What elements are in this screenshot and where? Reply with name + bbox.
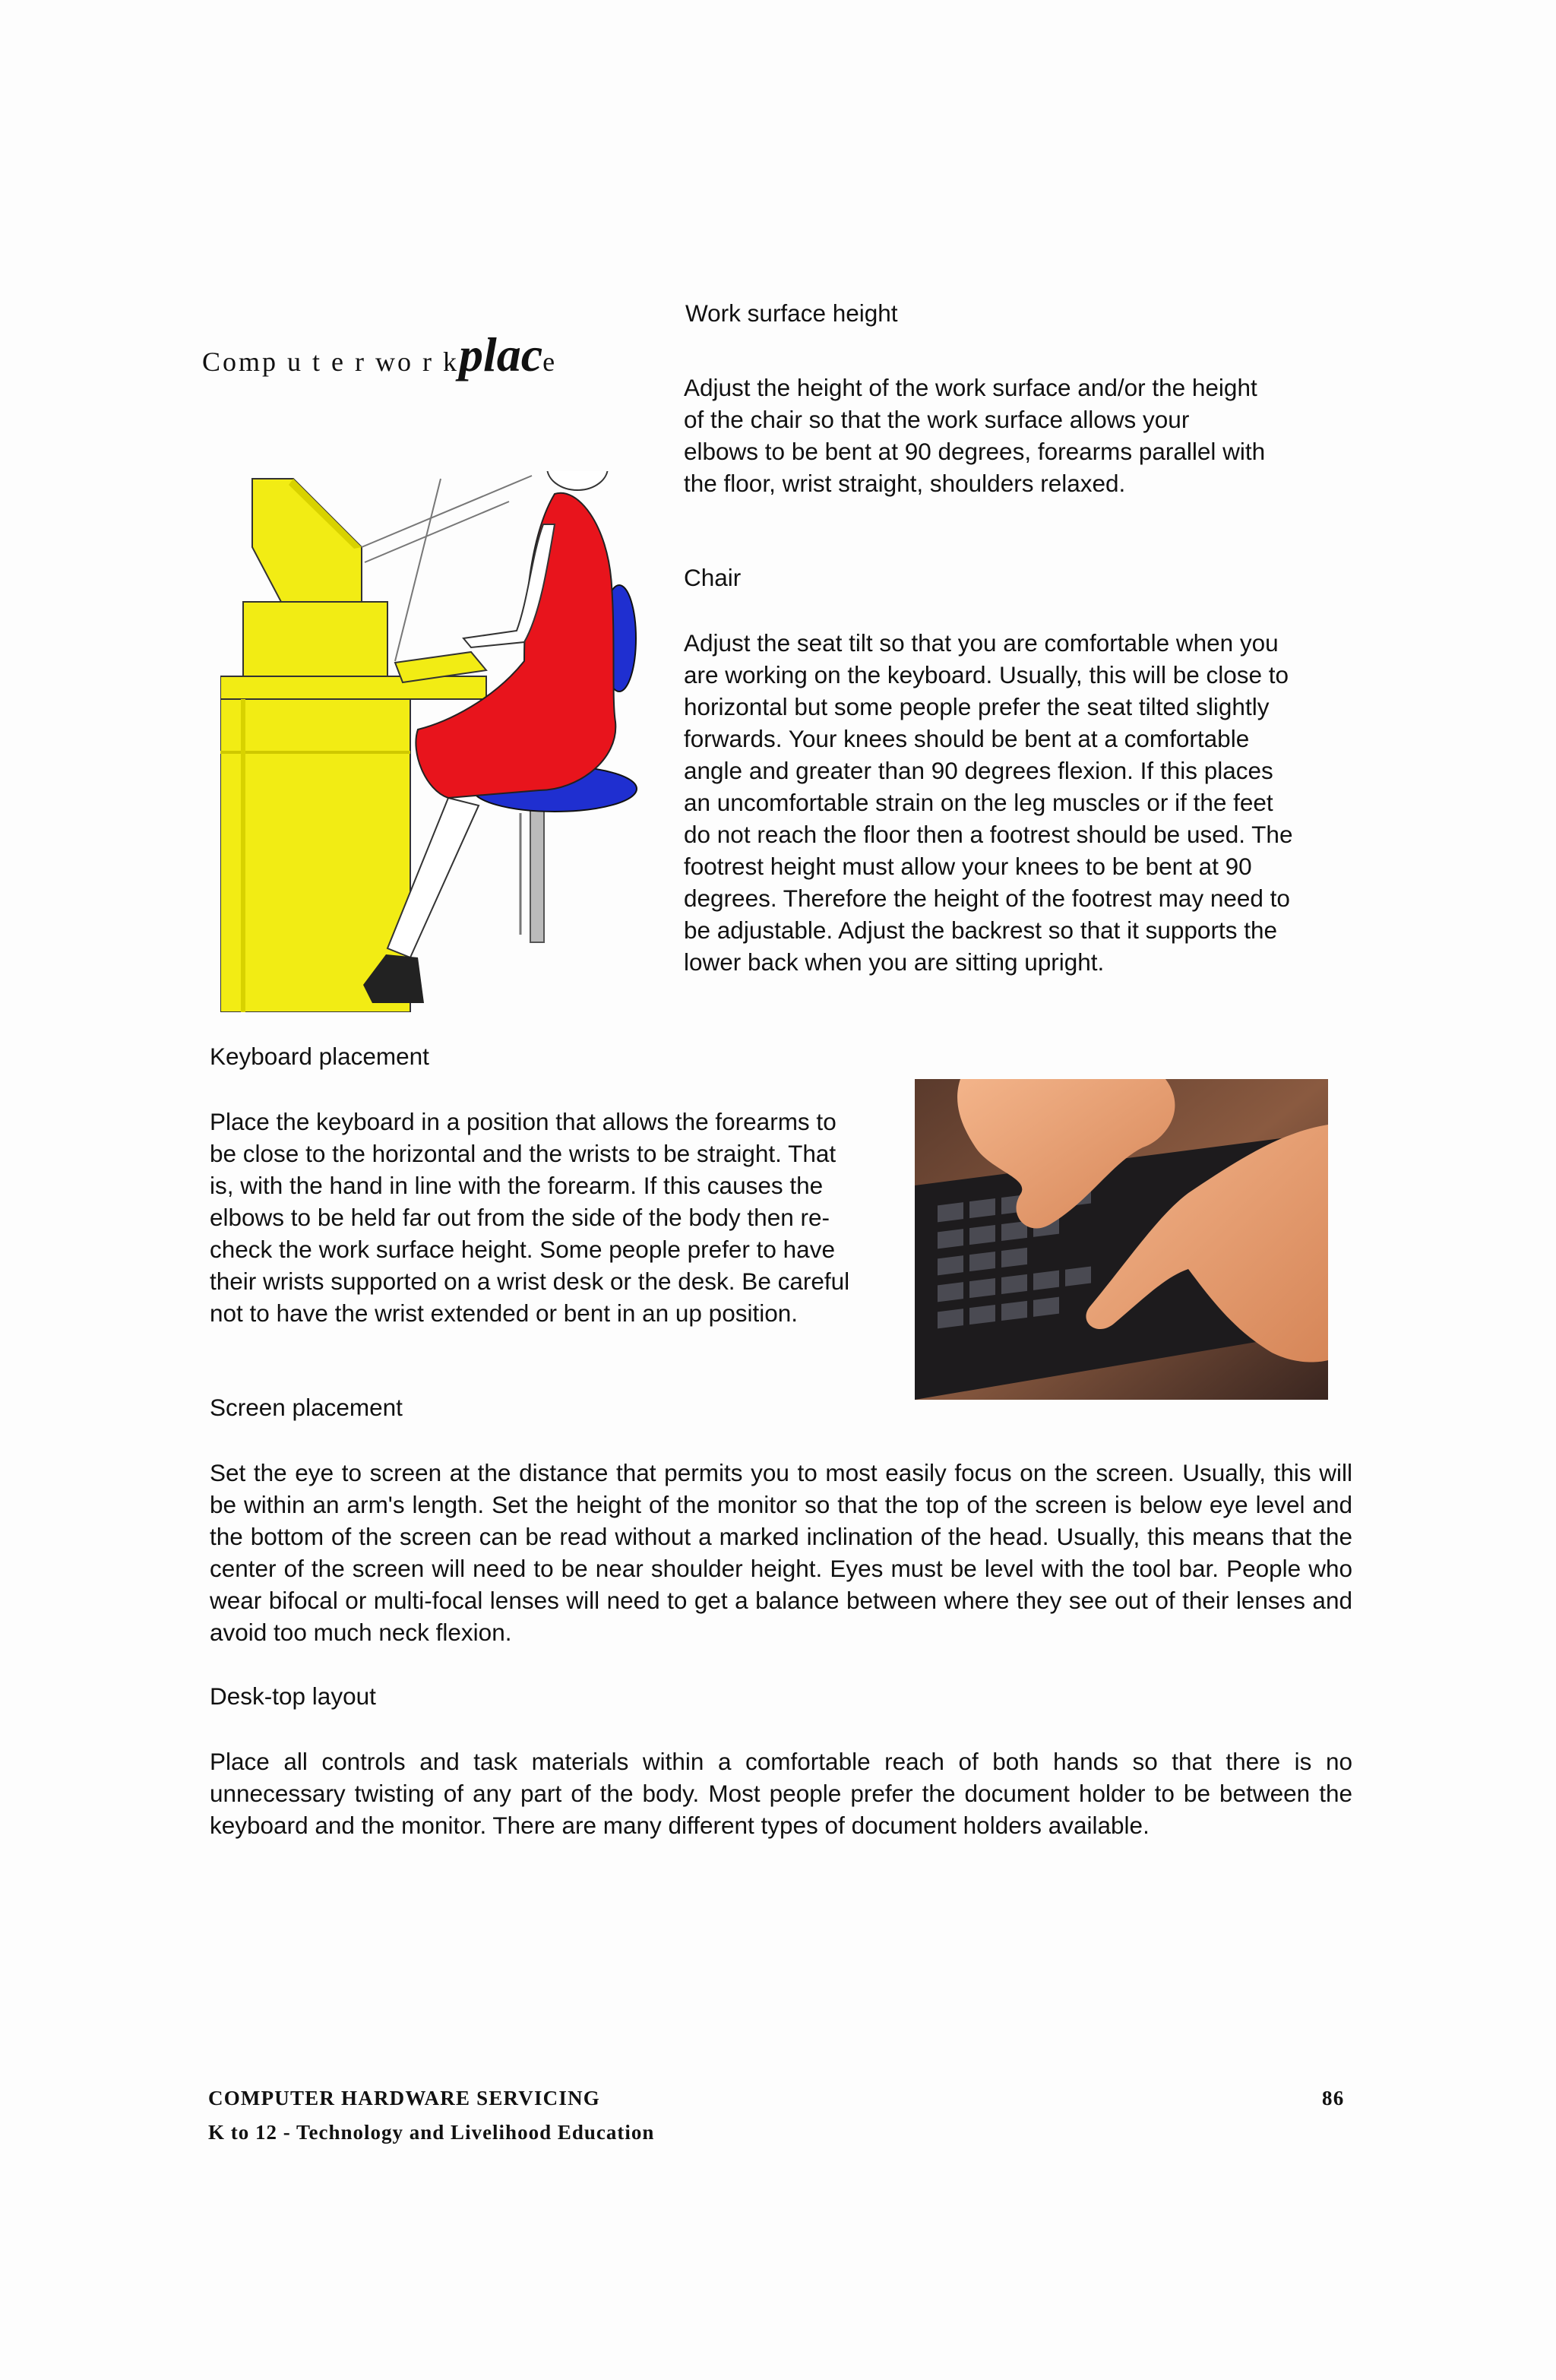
heading-chair: Chair [684, 564, 742, 591]
paragraph-screen-placement: Set the eye to screen at the distance that permits you to most easily focus on the screen. Usually, this will be within an arm's length. Set the height of the monitor so that the top of the screen is below eye level and the bottom of the screen can be read without a marked inclination of the head. Usually, this means that the center of the screen will need to be near shoulder height. Eyes must be level with the tool bar. People who wear bifocal or multi-focal lenses will need to get a balance between where they see out of their lenses and avoid too much neck flexion. [210, 1459, 1352, 1646]
paragraph-keyboard-placement: Place the keyboard in a position that allows the forearms to be close to the horizontal and the wrists to be straight. That is, with the hand in line with the forearm. If this causes the elbows to be held far out from the side of the body then re-check the work surface height. Some people prefer to have their wrists supported on a wrist desk or the desk. Be careful not to have the wrist extended or bent in an up position. [210, 1108, 850, 1327]
typing-hands-photo [915, 1079, 1328, 1400]
footer-program: K to 12 - Technology and Livelihood Education [208, 2121, 655, 2144]
heading-keyboard-placement: Keyboard placement [210, 1043, 429, 1070]
page-number: 86 [1322, 2087, 1345, 2109]
hands-on-keyboard-image [915, 1079, 1328, 1400]
heading-screen-placement: Screen placement [210, 1394, 403, 1421]
page-title: Comp u t e r wo r kplace [202, 328, 558, 381]
paragraph-work-surface-height: Adjust the height of the work surface and/or the height of the chair so that the work surface allows your elbows to be bent at 90 degrees, forearms parallel with the floor, wrist straight, shoulders relaxed. [684, 374, 1266, 497]
paragraph-desk-top-layout: Place all controls and task materials within a comfortable reach of both hands so that there is no unnecessary twisting of any part of the body. Most people prefer the document holder to be between the keyboard and the monitor. There are many different types of document holders available. [210, 1748, 1352, 1839]
footer-course-title: COMPUTER HARDWARE SERVICING [208, 2087, 600, 2109]
paragraph-chair: Adjust the seat tilt so that you are comfortable when you are working on the keyboard. Usually, this will be close to horizontal but some people prefer the seat tilted slightly forwards. Your knees should be bent at a comfortable angle and greater than 90 degrees flexion. If this places an uncomfortable strain on the leg muscles or if the feet do not reach the floor then a footrest should be used. The footrest height must allow your knees to be bent at 90 degrees. Therefore the height of the footrest may need to be adjustable. Adjust the backrest so that it supports the lower back when you are sitting upright. [684, 629, 1293, 976]
workstation-illustration [220, 471, 646, 1012]
heading-desk-top-layout: Desk-top layout [210, 1682, 376, 1710]
ergonomic-posture-drawing [220, 471, 646, 1012]
heading-work-surface-height: Work surface height [685, 299, 898, 327]
